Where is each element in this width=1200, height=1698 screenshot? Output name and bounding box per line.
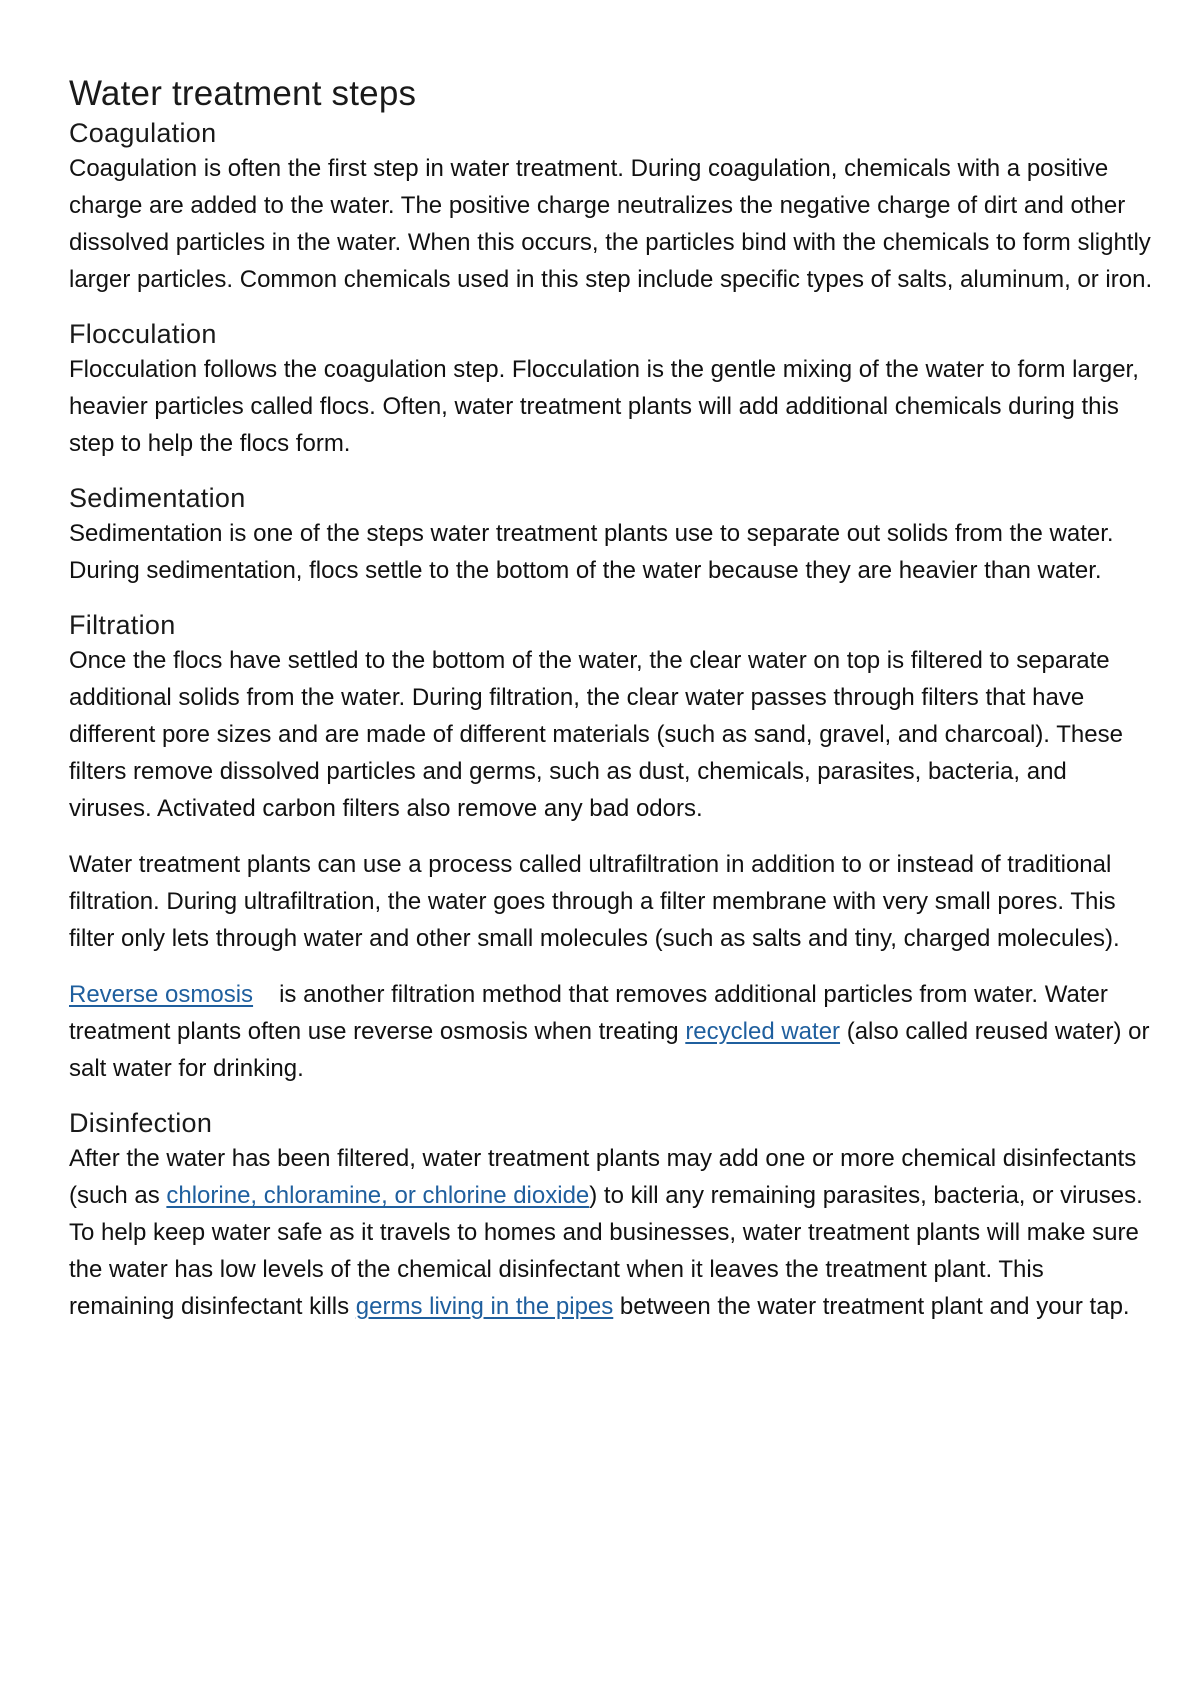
heading-flocculation: Flocculation (69, 319, 217, 349)
document-page (69, 72, 1154, 1325)
disinfection-text-c: between the water treatment plant and your tap. (613, 1293, 1130, 1320)
disinfection-text-b: ) to kill any remaining parasites, bacteria, or viruses. To help keep water safe as it travels to homes and businesses, water treatment plants will make sure the water has low levels of the chemical disinfectant when it leaves the treatment plant. This remaining disinfectant kills (69, 1182, 1143, 1320)
disinfection-text-a: After the water has been filtered, water treatment plants may add one or more chemical disinfectants (such as (69, 1145, 1137, 1209)
recycled-water-link[interactable]: recycled water (685, 1018, 841, 1045)
germs-in-pipes-link[interactable]: germs living in the pipes (355, 1293, 614, 1320)
heading-coagulation: Coagulation (69, 118, 217, 148)
paragraph-filtration-1: Once the flocs have settled to the bottom of the water, the clear water on top is filtered to separate additional solids from the water. During filtration, the clear water passes through filters that have different pore sizes and are made of different materials (such as sand, gravel, and charcoal). These filters remove dissolved particles and germs, such as dust, chemicals, parasites, bacteria, and viruses. Activated carbon filters also remove any bad odors. (69, 647, 1123, 822)
reverse-osmosis-link[interactable]: Reverse osmosis (69, 981, 254, 1008)
paragraph-sedimentation: Sedimentation is one of the steps water treatment plants use to separate out solids from the water. During sedimentation, flocs settle to the bottom of the water because they are heavier than water. (69, 520, 1114, 584)
paragraph-disinfection (69, 1140, 1154, 1325)
document-title: Water treatment steps (69, 74, 417, 113)
paragraph-flocculation: Flocculation follows the coagulation step. Flocculation is the gentle mixing of the water to form larger, heavier particles called flocs. Often, water treatment plants will add additional chemicals during this step to help the flocs form. (69, 356, 1139, 457)
filtration-3-text-b: (also called reused water) or salt water for drinking. (69, 1018, 1150, 1082)
heading-filtration: Filtration (69, 610, 176, 640)
paragraph-filtration-3 (69, 976, 1154, 1087)
paragraph-coagulation: Coagulation is often the first step in water treatment. During coagulation, chemicals with a positive charge are added to the water. The positive charge neutralizes the negative charge of dirt and other dissolved particles in the water. When this occurs, the particles bind with the chemicals to form slightly larger particles. Common chemicals used in this step include specific types of salts, aluminum, or iron. (69, 155, 1153, 293)
chlorine-link[interactable]: chlorine, chloramine, or chlorine dioxide (166, 1182, 590, 1209)
heading-disinfection: Disinfection (69, 1108, 213, 1138)
filtration-3-text-a: is another filtration method that removes additional particles from water. Water treatment plants often use reverse osmosis when treating (69, 981, 1108, 1045)
heading-sedimentation: Sedimentation (69, 483, 246, 513)
paragraph-filtration-2: Water treatment plants can use a process called ultrafiltration in addition to or instead of traditional filtration. During ultrafiltration, the water goes through a filter membrane with very small pores. This filter only lets through water and other small molecules (such as salts and tiny, charged molecules). (69, 851, 1120, 952)
